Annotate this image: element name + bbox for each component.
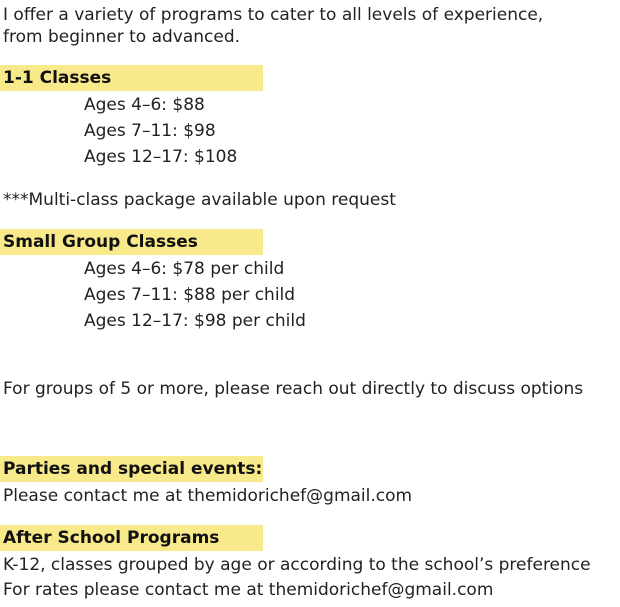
small-group-item: Ages 12–17: $98 per child <box>84 311 306 331</box>
package-note: ***Multi-class package available upon request <box>3 190 396 210</box>
small-group-item: Ages 4–6: $78 per child <box>84 259 285 279</box>
parties-contact: Please contact me at themidorichef@gmail.com <box>3 486 413 506</box>
one-on-one-item: Ages 7–11: $98 <box>84 121 216 141</box>
groups-note: For groups of 5 or more, please reach out directly to discuss options <box>3 379 584 399</box>
small-group-heading: Small Group Classes <box>0 229 263 255</box>
after-school-line-2: For rates please contact me at themidorichef@gmail.com <box>3 580 494 600</box>
small-group-item: Ages 7–11: $88 per child <box>84 285 296 305</box>
one-on-one-item: Ages 12–17: $108 <box>84 147 238 167</box>
intro-line-2: from beginner to advanced. <box>3 27 241 47</box>
after-school-heading: After School Programs <box>0 525 263 551</box>
after-school-line-1: K-12, classes grouped by age or according to the school’s preference <box>3 555 591 575</box>
intro-line-1: I offer a variety of programs to cater to all levels of experience, <box>3 5 544 25</box>
parties-heading: Parties and special events: <box>0 456 263 482</box>
one-on-one-item: Ages 4–6: $88 <box>84 95 205 115</box>
one-on-one-heading: 1-1 Classes <box>0 65 263 91</box>
